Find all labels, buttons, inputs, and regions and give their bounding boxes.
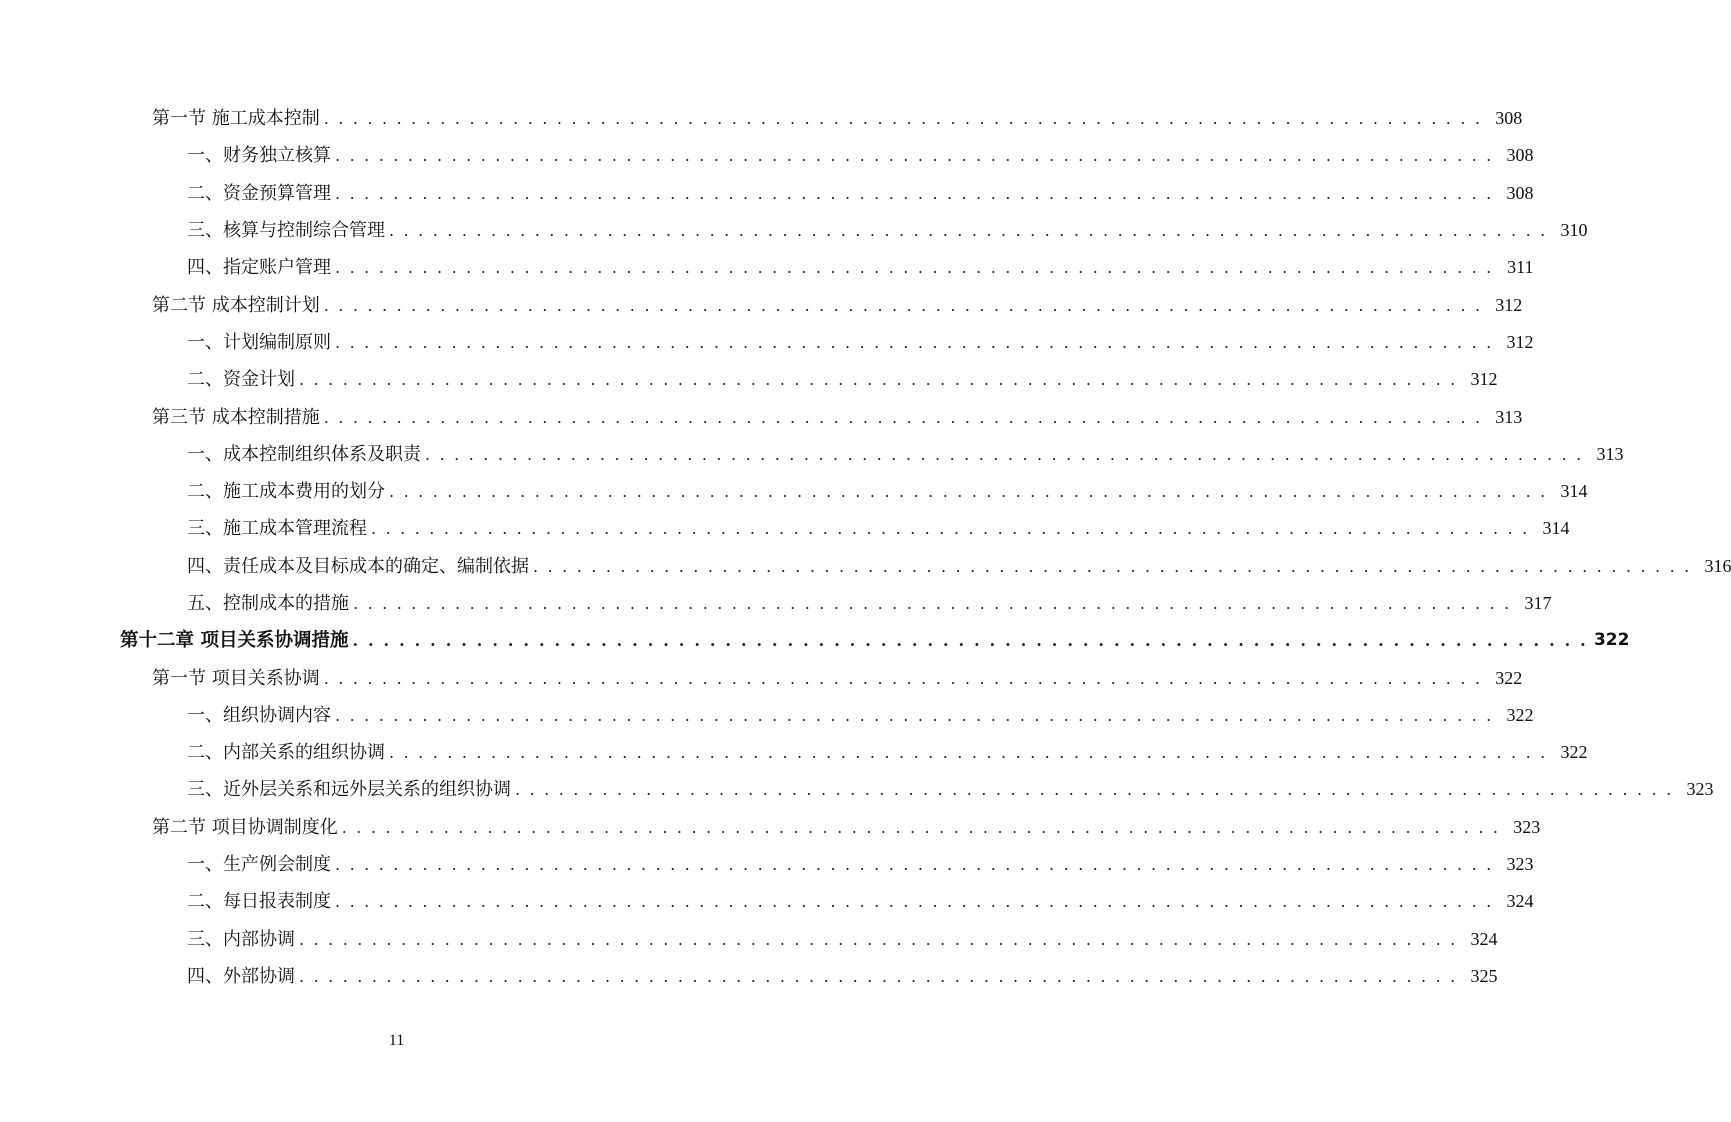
dot-leader: . . . . . . . . . . . . . . . . . . . . . . . . . . . . . . . . . . . . . . . . . . . . . . . . . . . . . . . . . . . . . . . . . . . . . . . . . . . . . . . . (299, 966, 1458, 986)
toc-entry-page: 322 (1506, 704, 1534, 725)
toc-entry[interactable] (0, 846, 1534, 883)
dot-leader: . . . . . . . . . . . . . . . . . . . . . . . . . . . . . . . . . . . . . . . . . . . . . . . . . . . . . . . . . . . . . . . . . . . . . . . . . . . . . . . . (323, 668, 1483, 688)
toc-entry-page: 316 (1704, 555, 1731, 576)
toc-entry-label: 一、生产例会制度 (187, 854, 331, 876)
dot-leader: . . . . . . . . . . . . . . . . . . . . . . . . . . . . . . . . . . . . . . . . . . . . . . . . . . . . . . . . . . . . . . . . . . . . . . . . . . . . . . . . (425, 444, 1584, 464)
toc-entry-label: 二、资金预算管理 (187, 182, 331, 204)
toc-entry[interactable] (0, 883, 1534, 920)
toc-entry-page: 314 (1560, 481, 1588, 502)
toc-entry-page: 313 (1495, 406, 1523, 427)
dot-leader: . . . . . . . . . . . . . . . . . . . . . . . . . . . . . . . . . . . . . . . . . . . . . . . . . . . . . . . . . . . . . . . . . . . . . . . . . . . . . . . . (335, 855, 1494, 875)
toc-entry[interactable] (0, 175, 1534, 212)
toc-entry-label: 三、近外层关系和远外层关系的组织协调 (187, 779, 511, 801)
toc-entry-label: 三、内部协调 (187, 928, 295, 950)
toc-entry-label: 二、每日报表制度 (187, 891, 331, 913)
dot-leader: . . . . . . . . . . . . . . . . . . . . . . . . . . . . . . . . . . . . . . . . . . . . . . . . . . . . . . . . . . . . . . . . . . . . . . . . . . . . . . . . (299, 929, 1458, 949)
toc-entry[interactable] (0, 137, 1534, 174)
toc-entry[interactable] (0, 548, 1731, 585)
dot-leader: . . . . . . . . . . . . . . . . . . . . . . . . . . . . . . . . . . . . . . . . . . . . . . . . . . . . . . . . . . . . . . . . . . . . . . . . . . . . . . . . (335, 183, 1494, 203)
toc-entry[interactable] (0, 585, 1552, 622)
toc-entry-page: 308 (1506, 182, 1534, 203)
toc-entry[interactable] (0, 622, 1630, 659)
toc-entry-page: 310 (1560, 220, 1588, 241)
toc-entry-page: 312 (1470, 369, 1498, 390)
toc-entry-page: 308 (1495, 108, 1523, 129)
toc-entry[interactable] (0, 473, 1588, 510)
toc-entry-label: 四、外部协调 (187, 965, 295, 987)
dot-leader: . . . . . . . . . . . . . . . . . . . . . . . . . . . . . . . . . . . . . . . . . . . . . . . . . . . . . . . . . . . . . . . . . . . . . . . . . . . . . . . . (335, 705, 1494, 725)
toc-entry-label: 第一节 项目关系协调 (152, 667, 320, 689)
toc-entry-page: 324 (1470, 928, 1498, 949)
dot-leader: . . . . . . . . . . . . . . . . . . . . . . . . . . . . . . . . . . . . . . . . . . . . . . . . . . . . . . . . . . . . . . . . . . . . . . . . . . . . . . . . (323, 109, 1483, 129)
toc-entry[interactable] (0, 436, 1624, 473)
toc-entry-page: 323 (1506, 854, 1534, 875)
dot-leader: . . . . . . . . . . . . . . . . . . . . . . . . . . . . . . . . . . . . . . . . . . . . . . . . . . . . . . . . . . . . . . . . . . . . . . . . . . . . . . . . (389, 743, 1548, 763)
toc-entry-label: 四、指定账户管理 (187, 257, 331, 279)
dot-leader: . . . . . . . . . . . . . . . . . . . . . . . . . . . . . . . . . . . . . . . . . . . . . . . . . . . . . . . . . . . . . . . . . . . . . . . . . . . . . . . . (371, 519, 1530, 539)
toc-entry[interactable] (0, 361, 1498, 398)
toc-entry-label: 第二节 成本控制计划 (152, 294, 320, 316)
toc-entry[interactable] (0, 958, 1498, 995)
dot-leader: . . . . . . . . . . . . . . . . . . . . . . . . . . . . . . . . . . . . . . . . . . . . . . . . . . . . . . . . . . . . . . . . . . . . . . . . . . . . . . . . (389, 482, 1548, 502)
toc-entry-label: 二、资金计划 (187, 369, 295, 391)
toc-entry-page: 317 (1524, 593, 1552, 613)
toc-entry-label: 一、财务独立核算 (187, 145, 331, 167)
toc-entry-page: 322 (1560, 742, 1588, 763)
toc-entry-page: 322 (1593, 630, 1630, 651)
toc-entry[interactable] (0, 809, 1541, 846)
toc-entry[interactable] (0, 398, 1523, 435)
toc-entry-label: 第二节 项目协调制度化 (152, 816, 338, 838)
dot-leader: . . . . . . . . . . . . . . . . . . . . . . . . . . . . . . . . . . . . . . . . . . . . . . . . . . . . . . . . . . . . . . . . . . . . . . . . . . . . . . . . (335, 146, 1494, 166)
toc-entry-page: 312 (1495, 294, 1523, 315)
toc-entry-page: 323 (1513, 816, 1541, 837)
toc-entry[interactable] (0, 659, 1523, 696)
toc-entry-label: 四、责任成本及目标成本的确定、编制依据 (187, 555, 529, 577)
dot-leader: . . . . . . . . . . . . . . . . . . . . . . . . . . . . . . . . . . . . . . . . . . . . . . . . . . . . . . . . . . . . . . . . . . . . . . . . . . . . . . . . (389, 221, 1548, 241)
toc-entry-page: 314 (1542, 518, 1570, 539)
toc-entry-label: 第一节 施工成本控制 (152, 108, 320, 130)
toc-entry[interactable] (0, 249, 1534, 286)
toc-entry[interactable] (0, 734, 1588, 771)
toc-entry-label: 三、施工成本管理流程 (187, 518, 367, 540)
dot-leader: . . . . . . . . . . . . . . . . . . . . . . . . . . . . . . . . . . . . . . . . . . . . . . . . . . . . . . . . . . . . . . . . . . . . . . . . . . . . . . . . (341, 817, 1501, 837)
toc-entry-label: 二、施工成本费用的划分 (187, 481, 385, 503)
toc-entry[interactable] (0, 100, 1523, 137)
toc-entry-label: 一、组织协调内容 (187, 704, 331, 726)
dot-leader: . . . . . . . . . . . . . . . . . . . . . . . . . . . . . . . . . . . . . . . . . . . . . . . . . . . . . . . . . . . . . . . . . . . . . . . . . . . . . . . . (335, 892, 1494, 912)
dot-leader: . . . . . . . . . . . . . . . . . . . . . . . . . . . . . . . . . . . . . . . . . . . . . . . . . . . . . . . . . . . . . . . . . . . . . . . . . . . . . . . . (299, 370, 1458, 390)
dot-leader: . . . . . . . . . . . . . . . . . . . . . . . . . . . . . . . . . . . . . . . . . . . . . . . . . . . . . . . . . . . . . . . . . . . . . . . . . . . . . . . . (515, 780, 1674, 800)
toc-entry-label: 第十二章 项目关系协调措施 (120, 630, 349, 652)
toc-entry[interactable] (0, 771, 1714, 808)
toc-entry-label: 三、核算与控制综合管理 (187, 220, 385, 242)
dot-leader: . . . . . . . . . . . . . . . . . . . . . . . . . . . . . . . . . . . . . . . . . . . . . . . . . . . . . . . . . . . . . . . . . . . . . . . . . . . . . . . . (353, 594, 1512, 613)
toc-entry-page: 311 (1507, 257, 1534, 278)
toc-entry[interactable] (0, 212, 1588, 249)
toc-entry[interactable] (0, 324, 1534, 361)
toc-entry[interactable] (0, 510, 1570, 547)
toc-entry-label: 五、控制成本的措施 (187, 593, 349, 614)
toc-entry-page: 313 (1596, 443, 1624, 464)
toc-entry-label: 二、内部关系的组织协调 (187, 742, 385, 764)
dot-leader: . . . . . . . . . . . . . . . . . . . . . . . . . . . . . . . . . . . . . . . . . . . . . . . . . . . . . . . . . . . . . . . . . . . . . . . . . . . . . . . . (323, 295, 1483, 315)
toc-entry-page: 312 (1506, 331, 1534, 352)
toc-entry-page: 322 (1495, 667, 1523, 688)
toc-entry-page: 323 (1686, 779, 1714, 800)
table-of-contents (0, 100, 1731, 995)
toc-entry[interactable] (0, 697, 1534, 734)
toc-entry-page: 308 (1506, 145, 1534, 166)
dot-leader: . . . . . . . . . . . . . . . . . . . . . . . . . . . . . . . . . . . . . . . . . . . . . . . . . . . . . . . . . . . . . . . . . . . . . . . . . . . . . . . . (335, 258, 1494, 278)
toc-entry-label: 第三节 成本控制措施 (152, 406, 320, 428)
toc-entry-label: 一、成本控制组织体系及职责 (187, 443, 421, 465)
toc-entry-label: 一、计划编制原则 (187, 331, 331, 353)
page-number: 11 (388, 1032, 405, 1049)
toc-entry[interactable] (0, 921, 1498, 958)
toc-entry-page: 324 (1506, 891, 1534, 912)
dot-leader: . . . . . . . . . . . . . . . . . . . . . . . . . . . . . . . . . . . . . . . . . . . . . . . . . . . . . . . . . . . . . . . . . . . . . . . . . . . . . . . . (323, 407, 1483, 427)
dot-leader: . . . . . . . . . . . . . . . . . . . . . . . . . . . . . . . . . . . . . . . . . . . . . . . . . . . . . . . . . . . . . . . . . . . . . . . . . . . . . . . . (533, 556, 1692, 576)
toc-entry-page: 325 (1470, 965, 1498, 986)
toc-entry[interactable] (0, 286, 1523, 323)
dot-leader: . . . . . . . . . . . . . . . . . . . . . . . . . . . . . . . . . . . . . . . . . . . . . . . . . . . . . . . . . . . . . . . . . . . . . . . . . . . . . . . . (352, 631, 1588, 651)
dot-leader: . . . . . . . . . . . . . . . . . . . . . . . . . . . . . . . . . . . . . . . . . . . . . . . . . . . . . . . . . . . . . . . . . . . . . . . . . . . . . . . . (335, 332, 1494, 352)
